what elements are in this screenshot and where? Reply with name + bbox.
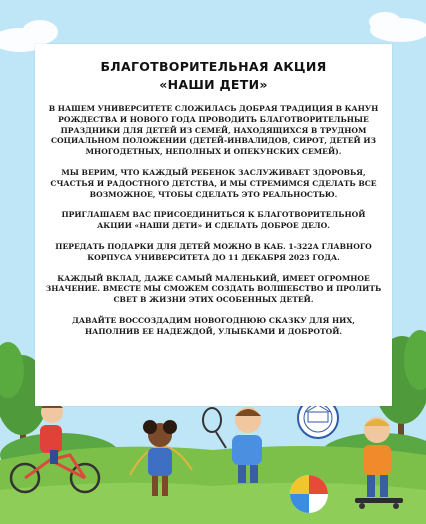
paragraph-tradition: В НАШЕМ УНИВЕРСИТЕТЕ СЛОЖИЛАСЬ ДОБРАЯ ТРАДИЦИЯ В КАНУН РОЖДЕСТВА И НОВОГО ГОДА ПРОВОДИТЬ БЛАГОТВОРИТЕЛЬНЫЕ ПРАЗДНИКИ ДЛЯ ДЕТЕЙ ИЗ СЕМЕЙ, НАХОДЯЩИХСЯ В ТРУДНОМ СОЦИАЛЬНОМ ПОЛОЖЕНИИ (ДЕТЕЙ-ИНВАЛИДОВ, СИРОТ, ДЕТЕЙ ИЗ МНОГОДЕТНЫХ, НЕПОЛНЫХ И ОПЕКУНСКИХ СЕМЕЙ). [48, 104, 379, 157]
paragraph-invitation: ПРИГЛАШАЕМ ВАС ПРИСОЕДИНИТЬСЯ К БЛАГОТВОРИТЕЛЬНОЙ АКЦИИ «НАШИ ДЕТИ» И СДЕЛАТЬ ДОБРОЕ ДЕЛО. [61, 210, 366, 231]
paragraph-gift-dropoff: ПЕРЕДАТЬ ПОДАРКИ ДЛЯ ДЕТЕЙ МОЖНО В КАБ. 1-322А ГЛАВНОГО КОРПУСА УНИВЕРСИТЕТА ДО 11 ДЕКАБРЯ 2023 ГОДА. [55, 241, 372, 262]
paragraph-belief: МЫ ВЕРИМ, ЧТО КАЖДЫЙ РЕБЕНОК ЗАСЛУЖИВАЕТ ЗДОРОВЬЯ, СЧАСТЬЯ И РАДОСТНОГО ДЕТСТВА, И МЫ СТРЕМИМСЯ СДЕЛАТЬ ВСЕ ВОЗМОЖНОЕ, ЧТОБЫ СДЕЛАТЬ ЭТО РЕАЛЬНОСТЬЮ. [50, 167, 377, 199]
title-line-1: БЛАГОТВОРИТЕЛЬНАЯ АКЦИЯ [100, 59, 327, 74]
title-line-2: «НАШИ ДЕТИ» [159, 77, 268, 92]
beach-ball-icon [290, 475, 328, 513]
page-title [45, 58, 382, 94]
announcement-card [35, 44, 392, 406]
paragraph-contribution: КАЖДЫЙ ВКЛАД, ДАЖЕ САМЫЙ МАЛЕНЬКИЙ, ИМЕЕТ ОГРОМНОЕ ЗНАЧЕНИЕ. ВМЕСТЕ МЫ СМОЖЕМ СОЗДАТЬ ВОЛШЕБСТВО И ПРОЛИТЬ СВЕТ В ЖИЗНИ ЭТИХ ОСОБЕННЫХ ДЕТЕЙ. [45, 273, 382, 305]
paragraph-closing: ДАВАЙТЕ ВОССОЗДАДИМ НОВОГОДНЮЮ СКАЗКУ ДЛЯ НИХ, НАПОЛНИВ ЕЕ НАДЕЖДОЙ, УЛЫБКАМИ И ДОБРОТОЙ. [72, 315, 355, 336]
